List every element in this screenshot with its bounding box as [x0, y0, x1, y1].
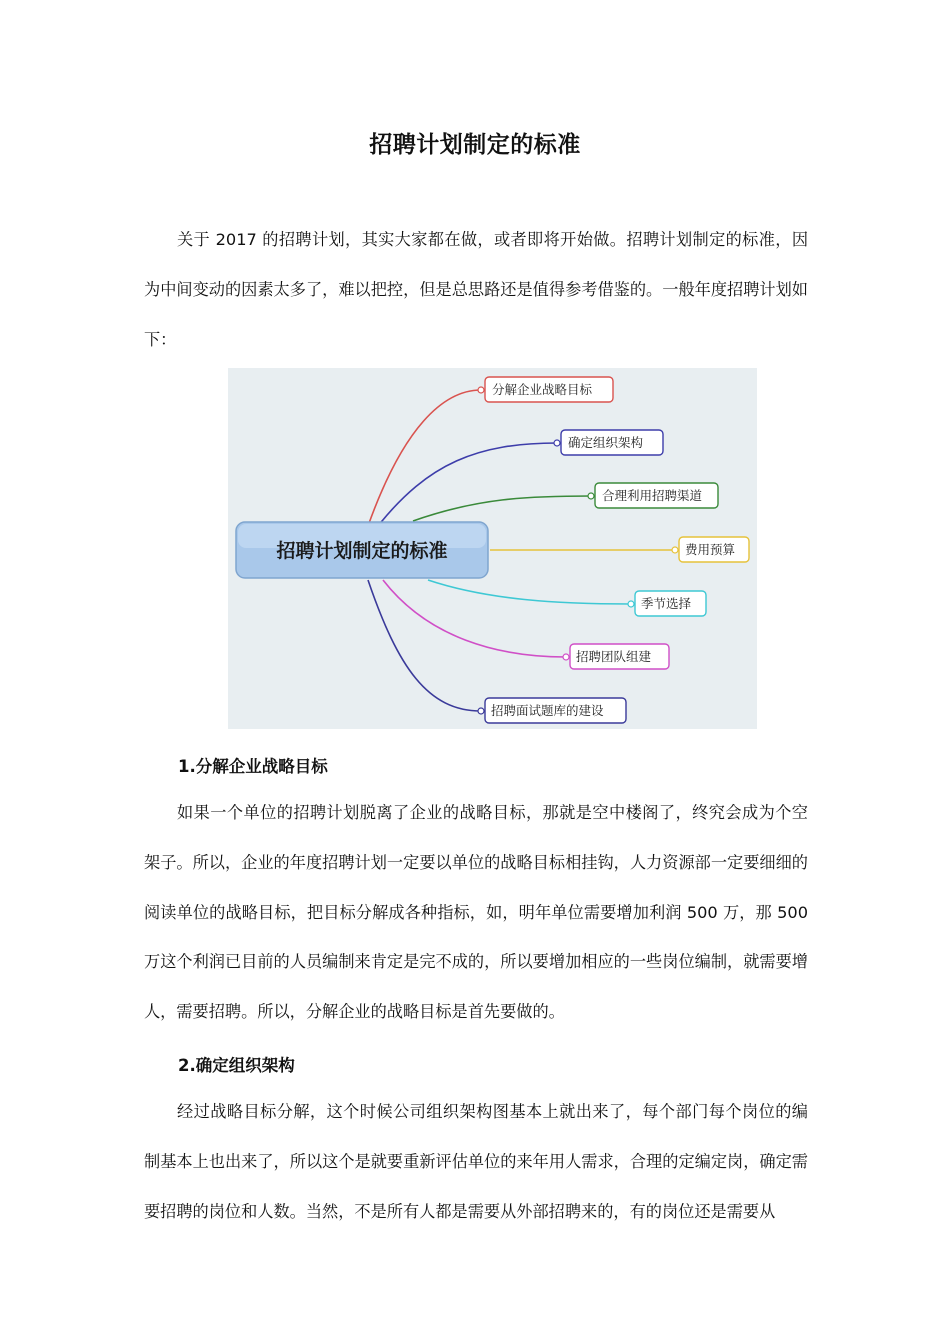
mindmap-figure — [228, 368, 757, 729]
mindmap-node-3-label: 合理利用招聘渠道 — [602, 488, 703, 503]
branch-line-2 — [378, 443, 557, 526]
section-1-heading: 1.分解企业战略目标 — [178, 757, 328, 776]
branch-line-7 — [368, 580, 481, 711]
mindmap-node-4-label: 费用预算 — [685, 542, 736, 557]
document-title: 招聘计划制定的标准 — [369, 132, 581, 158]
mindmap-node-1-label: 分解企业战略目标 — [492, 382, 593, 397]
intro-paragraph: 关于 2017 的招聘计划，其实大家都在做，或者即将开始做。招聘计划制定的标准，因为中间变动的因素太多了，难以把控，但是总思路还是值得参考借鉴的。一般年度招聘计划如下： — [144, 230, 808, 349]
mindmap-root-label: 招聘计划制定的标准 — [276, 540, 448, 562]
mindmap-node-5-label: 季节选择 — [641, 596, 692, 611]
branch-line-3 — [413, 496, 591, 521]
section-2-paragraph: 经过战略目标分解，这个时候公司组织架构图基本上就出来了，每个部门每个岗位的编制基本上也出来了，所以这个是就要重新评估单位的来年用人需求，合理的定编定岗，确定需要招聘的岗位和人数。当然，不是所有人都是需要从外部招聘来的，有的岗位还是需要从 — [144, 1102, 808, 1221]
mindmap-node-6-label: 招聘团队组建 — [576, 649, 652, 664]
section-1-paragraph: 如果一个单位的招聘计划脱离了企业的战略目标，那就是空中楼阁了，终究会成为个空架子。所以，企业的年度招聘计划一定要以单位的战略目标相挂钩，人力资源部一定要细细的阅读单位的战略目标，把目标分解成各种指标，如，明年单位需要增加利润 500 万，那 500 万这个利润已目前的人员编制来肯定是完不成的，所以要增加相应的一些岗位编制，就需要增人，需要招聘。所以，分解企业的战略目标是首先要做的。 — [144, 803, 808, 1022]
section-2-heading: 2.确定组织架构 — [178, 1056, 295, 1075]
mindmap-node-2-label: 确定组织架构 — [568, 435, 644, 450]
mindmap-node-7-label: 招聘面试题库的建设 — [491, 703, 604, 718]
branch-line-5 — [428, 580, 631, 604]
